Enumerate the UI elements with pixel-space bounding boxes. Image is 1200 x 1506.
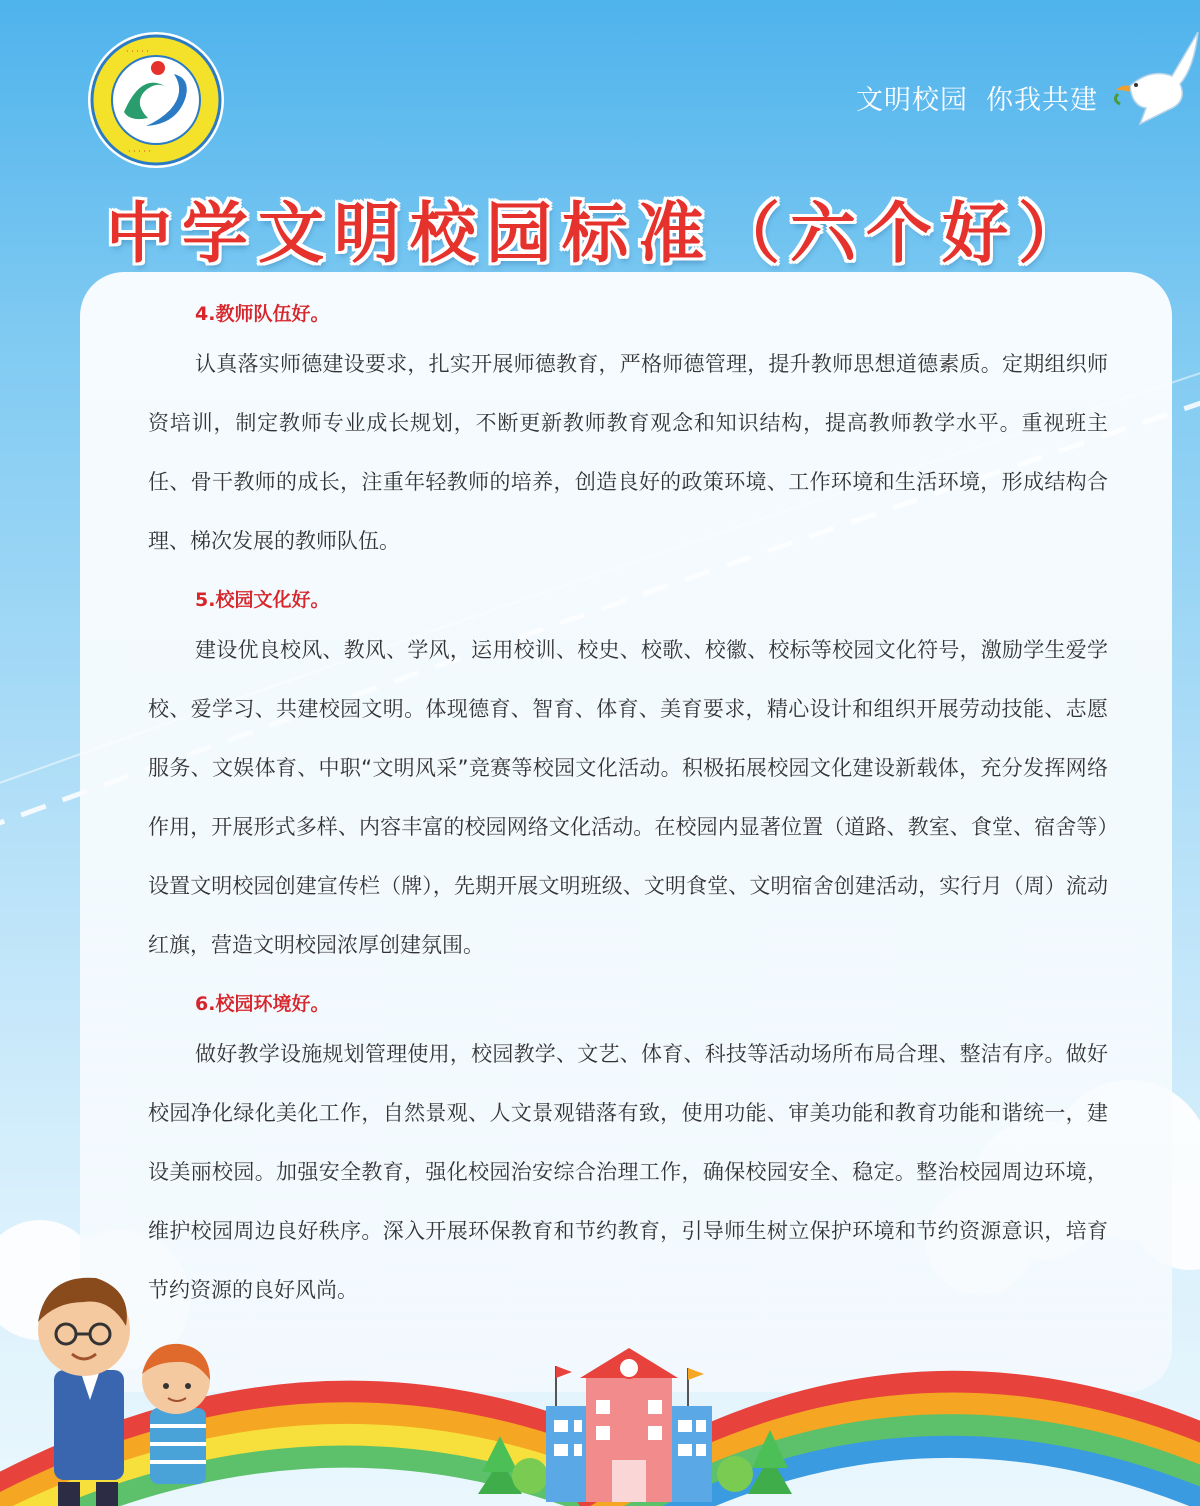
svg-text:· · · · ·: · · · · · [126,47,149,56]
section-teachers [148,293,1108,571]
school-logo-icon [86,30,226,170]
svg-text:· · · · ·: · · · · · [128,147,151,156]
section-culture [148,579,1108,975]
school-building-icon [546,1348,712,1502]
student-icon [142,1344,210,1484]
section-body: 做好教学设施规划管理使用，校园教学、文艺、体育、科技等活动场所布局合理、整洁有序。做好校园净化绿化美化工作，自然景观、人文景观错落有致，使用功能、审美功能和教育功能和谐统一，建设美丽校园。加强安全教育，强化校园治安综合治理工作，确保校园安全、稳定。整治校园周边环境，维护校园周边良好秩序。深入开展环保教育和节约教育，引导师生树立保护环境和节约资源意识，培育节约资源的良好风尚。 [148,1042,1108,1302]
dove-icon [1110,28,1200,128]
content [148,293,1108,1328]
section-heading: 4.教师队伍好。 [195,303,330,325]
section-body: 认真落实师德建设要求，扎实开展师德教育，严格师德管理，提升教师思想道德素质。定期组织师资培训，制定教师专业成长规划，不断更新教师教育观念和知识结构，提高教师教学水平。重视班主任、骨干教师的成长，注重年轻教师的培养，创造良好的政策环境、工作环境和生活环境，形成结构合理、梯次发展的教师队伍。 [148,352,1108,553]
section-heading: 5.校园文化好。 [195,589,330,611]
page-title: 中学文明校园标准（六个好） [106,194,1094,272]
campus-scene [0,1250,1200,1506]
slogan-part-2: 你我共建 [986,85,1098,116]
section-body: 建设优良校风、教风、学风，运用校训、校史、校歌、校徽、校标等校园文化符号，激励学生爱学校、爱学习、共建校园文明。体现德育、智育、体育、美育要求，精心设计和组织开展劳动技能、志愿服务、文娱体育、中职“文明风采”竞赛等校园文化活动。积极拓展校园文化建设新载体，充分发挥网络作用，开展形式多样、内容丰富的校园网络文化活动。在校园内显著位置（道路、教室、食堂、宿舍等）设置文明校园创建宣传栏（牌），先期开展文明班级、文明食堂、文明宿舍创建活动，实行月（周）流动红旗，营造文明校园浓厚创建氛围。 [148,638,1108,957]
section-heading: 6.校园环境好。 [195,993,330,1015]
slogan-part-1: 文明校园 [856,85,968,116]
slogan [856,78,1098,117]
